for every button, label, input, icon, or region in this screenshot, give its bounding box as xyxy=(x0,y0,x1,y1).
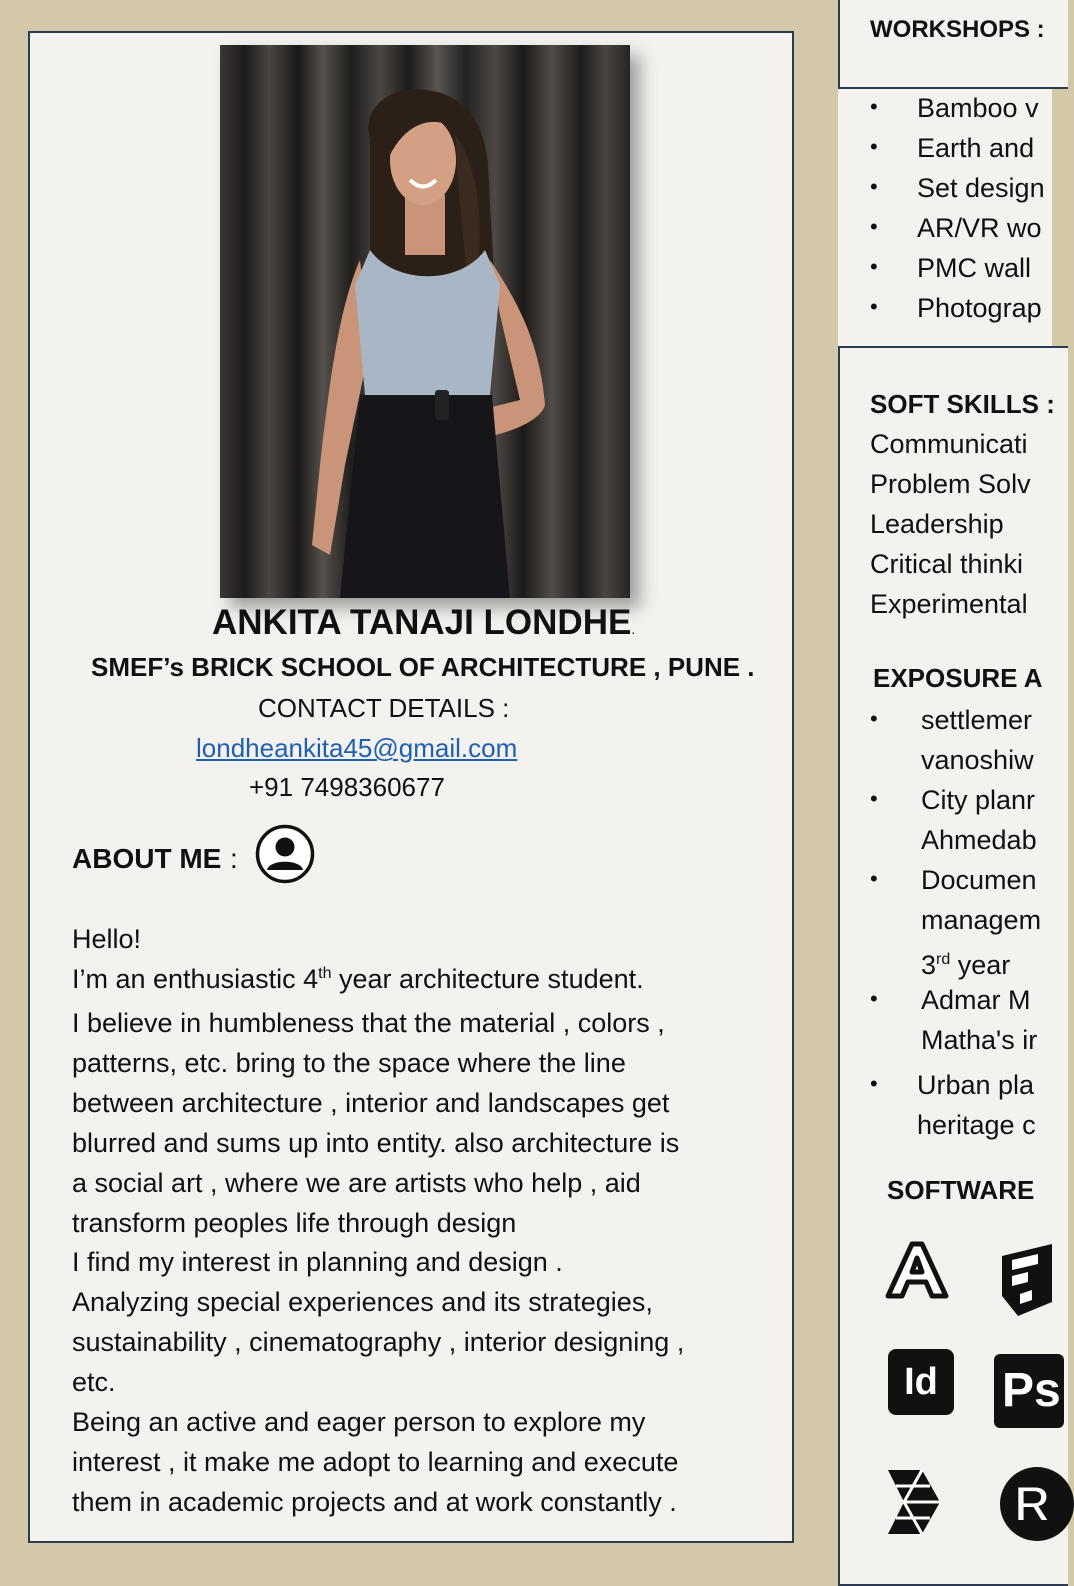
workshop-item: Photograp xyxy=(917,293,1042,323)
bullet: • xyxy=(870,294,878,319)
about-hello: Hello! xyxy=(72,924,142,954)
soft-skills-title: SOFT SKILLS : xyxy=(870,389,1055,419)
bullet: • xyxy=(870,214,878,239)
indesign-icon xyxy=(888,1349,954,1415)
bullet: • xyxy=(870,134,878,159)
candidate-name: ANKITA TANAJI LONDHE. xyxy=(212,603,636,642)
exposure-item-line: Matha's ir xyxy=(921,1025,1038,1055)
workshop-item: Earth and xyxy=(917,133,1035,163)
soft-skill-item: Critical thinki xyxy=(870,549,1024,579)
exposure-item-line: Urban pla xyxy=(917,1070,1035,1100)
bullet: • xyxy=(870,786,878,811)
bullet: • xyxy=(870,1071,878,1096)
soft-skill-item: Experimental xyxy=(870,589,1028,619)
school-name: SMEF’s BRICK SCHOOL OF ARCHITECTURE , PUNE . xyxy=(91,652,755,682)
bullet: • xyxy=(870,986,878,1011)
photoshop-label: Ps xyxy=(1002,1364,1061,1417)
lumion-icon xyxy=(882,1466,944,1543)
bullet: • xyxy=(870,94,878,119)
about-me-colon: : xyxy=(230,843,238,874)
soft-skill-item: Communicati xyxy=(870,429,1028,459)
bullet: • xyxy=(870,866,878,891)
ordinal-suffix: th xyxy=(318,965,332,982)
portrait-illustration xyxy=(220,45,630,598)
photoshop-icon xyxy=(994,1354,1064,1428)
exposure-item-line: 3rd year xyxy=(921,950,1011,980)
bullet: • xyxy=(870,254,878,279)
bullet: • xyxy=(870,174,878,199)
ordinal-suffix: rd xyxy=(936,951,951,968)
exposure-item-line: settlemer xyxy=(921,705,1033,735)
phone-number: +91 7498360677 xyxy=(249,772,445,802)
archicad-icon xyxy=(882,1238,952,1307)
exposure-title: EXPOSURE A xyxy=(873,663,1043,693)
indesign-label: Id xyxy=(904,1361,938,1403)
contact-details-title: CONTACT DETAILS : xyxy=(258,693,510,723)
workshops-header-box xyxy=(838,0,1068,89)
about-intro-line: I’m an enthusiastic 4th year architecture student. xyxy=(72,964,644,994)
workshops-title: WORKSHOPS : xyxy=(870,16,1045,43)
software-title: SOFTWARE xyxy=(887,1175,1035,1205)
exposure-item-line: managem xyxy=(921,905,1042,935)
name-suffix: . xyxy=(631,621,636,637)
about-me-title: ABOUT ME xyxy=(72,843,222,874)
exposure-item-line: vanoshiw xyxy=(921,745,1034,775)
exposure-item-line: heritage c xyxy=(917,1110,1036,1140)
email-link[interactable]: londheankita45@gmail.com xyxy=(196,733,518,763)
about-paragraph: I believe in humbleness that the material , colors , patterns, etc. bring to the space where the line between architecture , interior and landscapes get blurred and sums up into entity. also architecture is a social art , where we are artists who help , aid transform peoples life through design I find my interest in planning and design . Analyzing special experiences and its strategies, sustainability , cinematography , interior designing , etc. Being an active and eager person to explore my interest , it make me adopt to learning and execute them in academic projects and at work constantly . xyxy=(72,1008,685,1517)
soft-skill-item: Problem Solv xyxy=(870,469,1031,499)
revit-label: R xyxy=(1014,1476,1051,1532)
workshop-item: AR/VR wo xyxy=(917,213,1042,243)
user-avatar-icon xyxy=(255,824,315,889)
workshop-item: PMC wall xyxy=(917,253,1032,283)
bullet: • xyxy=(870,706,878,731)
workshop-item: Bamboo v xyxy=(917,93,1039,123)
exposure-item-line: Ahmedab xyxy=(921,825,1037,855)
workshop-item: Set design xyxy=(917,173,1045,203)
exposure-item-line: City planr xyxy=(921,785,1036,815)
exposure-item-line: Documen xyxy=(921,865,1037,895)
profile-photo xyxy=(220,45,630,598)
exposure-item-line: Admar M xyxy=(921,985,1031,1015)
revit-icon xyxy=(1000,1467,1074,1541)
soft-skill-item: Leadership xyxy=(870,509,1004,539)
sketchup-icon xyxy=(998,1242,1052,1323)
